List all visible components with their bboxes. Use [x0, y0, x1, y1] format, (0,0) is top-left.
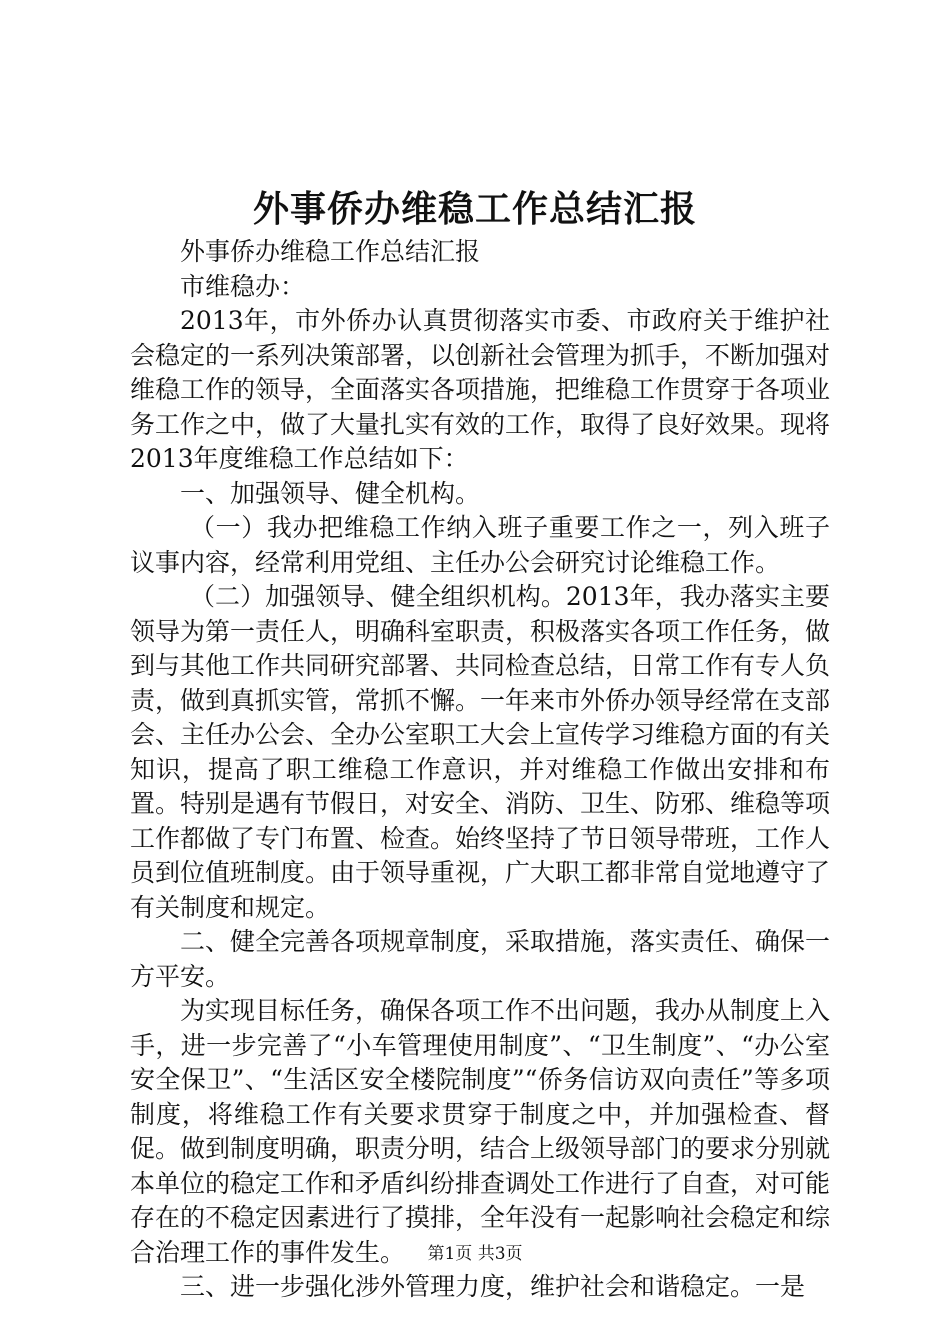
paragraph-recipient: 市维稳办：: [180, 271, 306, 301]
paragraph-item-2: （二）加强领导、健全组织机构。2013年，我办落实主要领导为第一责任人，明确科室职责，积极落实各项工作任务，做到与其他工作共同研究部署、共同检查总结，日常工作有专人负责，做到真抓实管，常抓不懈。一年来市外侨办领导经常在支部会、主任办公会、全办公室职工大会上宣传学习维稳方面的有关知识，提高了职工维稳工作意识，并对维稳工作做出安排和布置。特别是遇有节假日，对安全、消防、卫生、防邪、维稳等项工作都做了专门布置、检查。始终坚持了节日领导带班，工作人员到位值班制度。由于领导重视，广大职工都非常自觉地遵守了有关制度和规定。: [130, 582, 831, 922]
document-title: 外事侨办维稳工作总结汇报: [252, 188, 697, 230]
paragraph-subtitle: 外事侨办维稳工作总结汇报: [180, 237, 481, 266]
paragraph-section-2-body: 为实现目标任务，确保各项工作不出问题，我办从制度上入手，进一步完善了“小车管理使用制度”、“卫生制度”、“办公室安全保卫”、“生活区安全楼院制度”“侨务信访双向责任”等多项制度，将维稳工作有关要求贯穿于制度之中，并加强检查、督促。做到制度明确，职责分明，结合上级领导部门的要求分别就本单位的稳定工作和矛盾纠纷排查调处工作进行了自查，对可能存在的不稳定因素进行了摸排，全年没有一起影响社会稳定和综合治理工作的事件发生。: [130, 996, 831, 1267]
paragraph-item-1: （一）我办把维稳工作纳入班子重要工作之一，列入班子议事内容，经常利用党组、主任办公会研究讨论维稳工作。: [130, 513, 830, 577]
document-body: [130, 235, 830, 1305]
heading-section-3: 三、进一步强化涉外管理力度，维护社会和谐稳定。一是: [180, 1272, 806, 1301]
paragraph-intro: 2013年，市外侨办认真贯彻落实市委、市政府关于维护社会稳定的一系列决策部署，以创新社会管理为抓手，不断加强对维稳工作的领导，全面落实各项措施，把维稳工作贯穿于各项业务工作之中，做了大量扎实有效的工作，取得了良好效果。现将2013年度维稳工作总结如下：: [130, 306, 831, 473]
heading-section-1: 一、加强领导、健全机构。: [180, 478, 481, 508]
page-footer: 第1页 共3页: [427, 1244, 523, 1264]
heading-section-2: 二、健全完善各项规章制度，采取措施，落实责任、确保一方平安。: [130, 927, 831, 991]
